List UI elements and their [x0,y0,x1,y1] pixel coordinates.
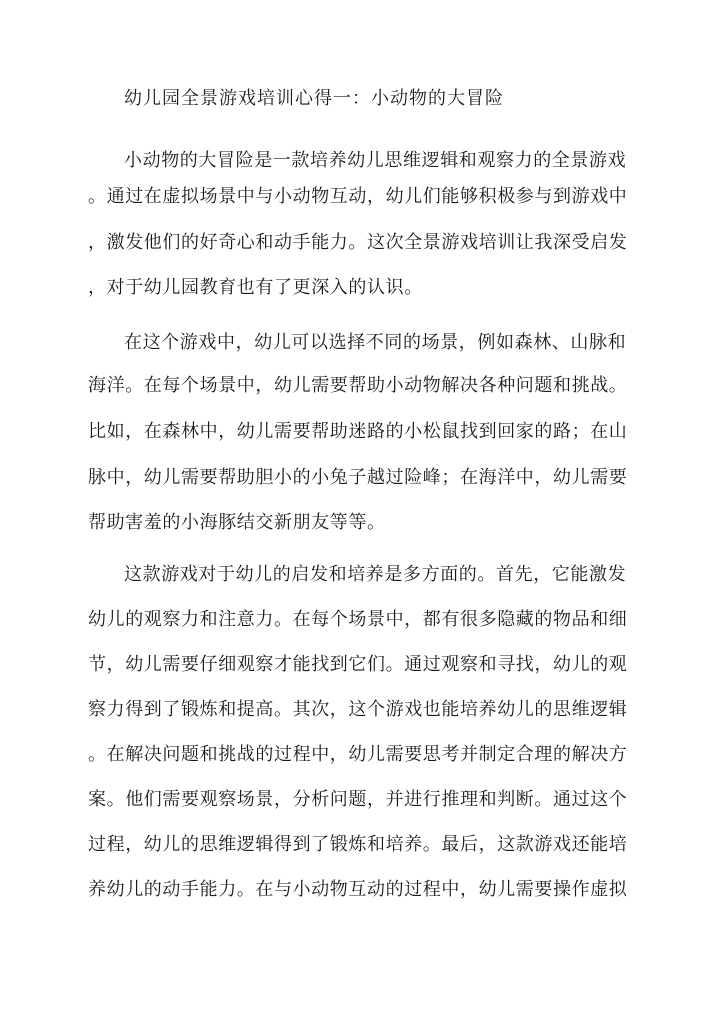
text-line: 案。他们需要观察场景，分析问题，并进行推理和判断。通过这个 [88,789,628,810]
text-line: 过程，幼儿的思维逻辑得到了锻炼和培养。最后，这款游戏还能培 [88,834,628,855]
text-line: 察力得到了锻炼和提高。其次，这个游戏也能培养幼儿的思维逻辑 [88,699,628,720]
document-title: 幼儿园全景游戏培训心得一：小动物的大冒险 [124,88,504,109]
text-line: 幼儿的观察力和注意力。在每个场景中，都有很多隐藏的物品和细 [88,609,628,630]
text-line: 。在解决问题和挑战的过程中，幼儿需要思考并制定合理的解决方 [88,744,628,765]
text-line: 在这个游戏中，幼儿可以选择不同的场景，例如森林、山脉和 [124,332,627,353]
text-line: 养幼儿的动手能力。在与小动物互动的过程中，幼儿需要操作虚拟 [88,879,628,900]
text-line: 这款游戏对于幼儿的启发和培养是多方面的。首先，它能激发 [124,564,627,585]
text-line: 帮助害羞的小海豚结交新朋友等等。 [88,512,386,533]
text-line: 节，幼儿需要仔细观察才能找到它们。通过观察和寻找，幼儿的观 [88,654,628,675]
text-line: 。通过在虚拟场景中与小动物互动，幼儿们能够积极参与到游戏中 [88,186,628,207]
text-line: ，激发他们的好奇心和动手能力。这次全景游戏培训让我深受启发 [88,232,628,253]
text-line: 小动物的大冒险是一款培养幼儿思维逻辑和观察力的全景游戏 [124,150,627,171]
text-line: 脉中，幼儿需要帮助胆小的小兔子越过险峰；在海洋中，幼儿需要 [88,467,628,488]
text-line: 海洋。在每个场景中，幼儿需要帮助小动物解决各种问题和挑战。 [88,375,628,396]
text-line: ，对于幼儿园教育也有了更深入的认识。 [88,277,423,298]
text-line: 比如，在森林中，幼儿需要帮助迷路的小松鼠找到回家的路；在山 [88,421,628,442]
